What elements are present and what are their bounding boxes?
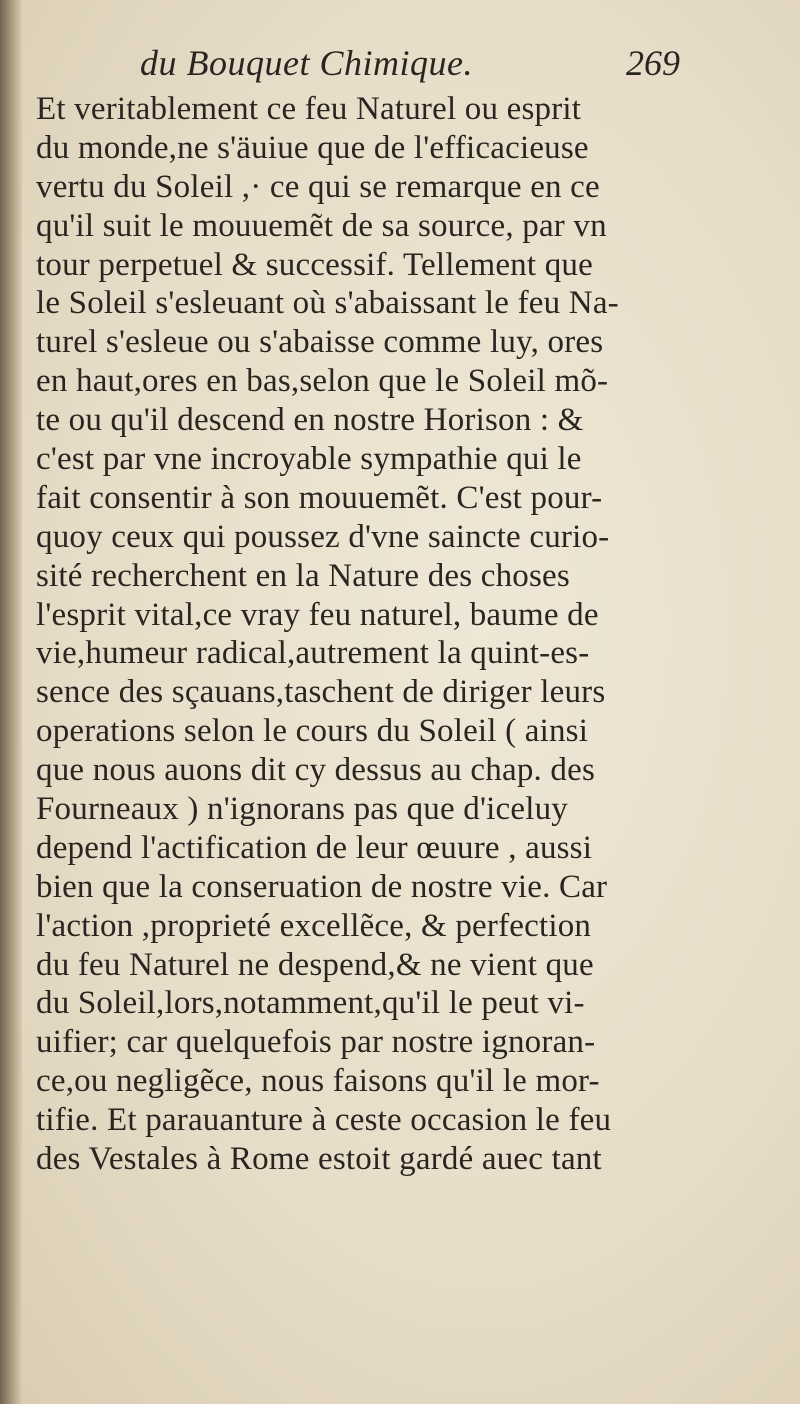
text-line: operations selon le cours du Soleil ( ainsi — [36, 713, 589, 750]
page-gutter-shadow — [0, 0, 22, 1404]
text-line: l'esprit vital,ce vray feu naturel, baume de — [36, 596, 599, 633]
text-line: l'action ,proprieté excellẽce, & perfection — [36, 907, 592, 944]
text-line: turel s'esleue ou s'abaisse comme luy, ores — [36, 324, 604, 361]
text-line: Et veritablement ce feu Naturel ou esprit — [36, 91, 582, 127]
text-line: des Vestales à Rome estoit gardé auec tant — [36, 1141, 602, 1178]
page-header — [140, 42, 680, 92]
text-line: sité recherchent en la Nature des choses — [36, 557, 570, 594]
text-line: depend l'actification de leur œuure , aussi — [36, 829, 593, 866]
text-line: le Soleil s'esleuant où s'abaissant le feu Na- — [36, 285, 619, 322]
text-line: quoy ceux qui poussez d'vne saincte curio- — [36, 518, 610, 555]
text-line: tifie. Et parauanture à ceste occasion le feu — [36, 1102, 612, 1139]
text-line: du monde,ne s'äuiue que de l'efficacieuse — [36, 129, 589, 166]
body-text — [36, 90, 696, 1179]
text-line: Fourneaux ) n'ignorans pas que d'iceluy — [36, 791, 568, 828]
text-line: ce,ou negligẽce, nous faisons qu'il le mor- — [36, 1063, 600, 1100]
text-line: c'est par vne incroyable sympathie qui le — [36, 441, 582, 478]
text-line: vertu du Soleil ,· ce qui se remarque en ce — [36, 168, 600, 205]
running-title: du Bouquet Chimique. — [140, 43, 473, 83]
text-line: fait consentir à son mouuemẽt. C'est pour- — [36, 479, 603, 516]
text-line: tour perpetuel & successif. Tellement que — [36, 246, 593, 283]
text-line: sence des sçauans,taschent de diriger leurs — [36, 674, 606, 711]
text-line: bien que la conseruation de nostre vie. Car — [36, 868, 608, 905]
page-number: 269 — [626, 43, 680, 83]
text-line: vie,humeur radical,autrement la quint-es- — [36, 635, 590, 672]
text-line: du Soleil,lors,notamment,qu'il le peut vi- — [36, 985, 585, 1022]
text-line: qu'il suit le mouuemẽt de sa source, par vn — [36, 207, 607, 244]
text-line: en haut,ores en bas,selon que le Soleil mõ- — [36, 363, 609, 400]
text-line: uifier; car quelquefois par nostre ignoran- — [36, 1024, 596, 1061]
text-line: que nous auons dit cy dessus au chap. des — [36, 752, 596, 789]
text-line: te ou qu'il descend en nostre Horison : & — [36, 402, 584, 439]
text-line: du feu Naturel ne despend,& ne vient que — [36, 946, 594, 983]
